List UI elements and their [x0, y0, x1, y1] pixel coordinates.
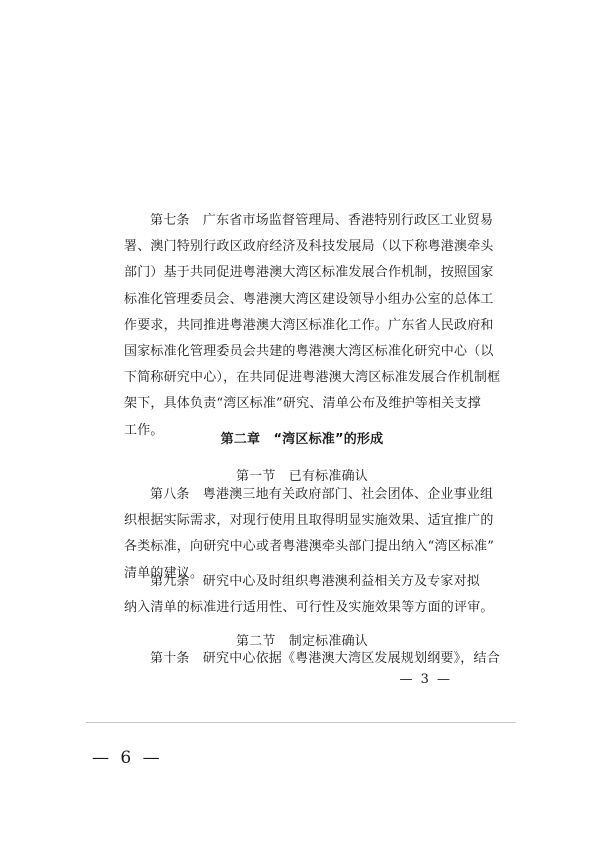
- article-7-line: 标准化管理委员会、粤港澳大湾区建设领导小组办公室的总体工: [124, 291, 494, 307]
- article-9-line: 纳入清单的标准进行适用性、可行性及实施效果等方面的评审。: [124, 600, 494, 616]
- article-7-line: 架下，具体负责“湾区标准”研究、清单公布及维护等相关支撑: [124, 396, 481, 412]
- article-7-line: 署、澳门特别行政区政府经济及科技发展局（以下称粤港澳牵头: [124, 239, 494, 255]
- page-divider: [86, 722, 516, 723]
- article-9-paragraph: [124, 569, 494, 621]
- outer-page-number: — 6 —: [92, 748, 163, 768]
- section-2-heading: 第二节 制定标准确认: [235, 634, 368, 649]
- article-8-line: 各类标准，向研究中心或者粤港澳牵头部门提出纳入“湾区标准”: [124, 539, 495, 555]
- chapter-2-heading: 第二章 “湾区标准”的形成: [220, 432, 384, 447]
- article-8-line: 第八条 粤港澳三地有关政府部门、社会团体、企业事业组: [150, 487, 494, 502]
- article-7-line: 工作。: [124, 422, 164, 438]
- article-7-line: 部门）基于共同促进粤港澳大湾区标准发展合作机制，按照国家: [124, 265, 494, 281]
- article-8-line: 织根据实际需求，对现行使用且取得明显实施效果、适宜推广的: [124, 513, 494, 529]
- article-9-line: 第九条 研究中心及时组织粤港澳利益相关方及专家对拟: [150, 574, 481, 589]
- article-7-line: 第七条 广东省市场监督管理局、香港特别行政区工业贸易: [150, 213, 494, 228]
- section-1-heading: 第一节 已有标准确认: [235, 469, 368, 484]
- inner-page-number: — 3 —: [399, 672, 452, 687]
- article-7-line: 作要求，共同推进粤港澳大湾区标准化工作。广东省人民政府和: [124, 317, 494, 333]
- article-10-line: 第十条 研究中心依据《粤港澳大湾区发展规划纲要》，结合: [150, 651, 500, 666]
- article-8-line: 清单的建议。: [124, 565, 204, 581]
- article-7-paragraph: [124, 208, 501, 444]
- article-7-line: 国家标准化管理委员会共建的粤港澳大湾区标准化研究中心（以: [124, 344, 494, 360]
- article-7-line: 下简称研究中心），在共同促进粤港澳大湾区标准发展合作机制框: [124, 370, 501, 386]
- article-10-paragraph: [124, 646, 500, 672]
